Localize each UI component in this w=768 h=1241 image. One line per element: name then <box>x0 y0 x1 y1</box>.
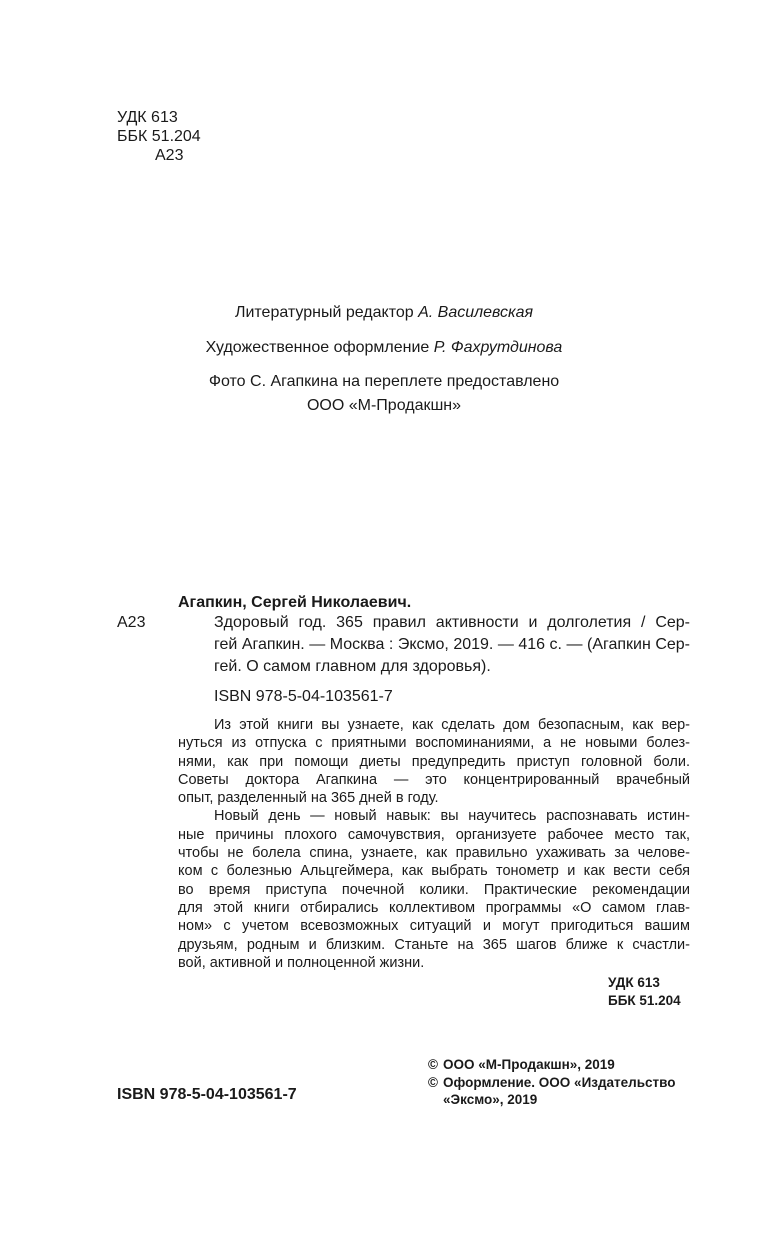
annotation-line: Из этой книги вы узнаете, как сделать дом безопасным, как вер- <box>214 717 690 733</box>
description-line: Здоровый год. 365 правил активности и долголетия / Сер- <box>214 614 690 631</box>
description-line: гей Агапкин. — Москва : Эксмо, 2019. — 416 с. — (Агапкин Сер- <box>214 636 690 653</box>
editor-role: Литературный редактор <box>234 304 414 321</box>
annotation-line: чтобы не болела спина, узнаете, как правильно ухаживать за челове- <box>178 845 690 862</box>
annotation-line: друзьям, родным и близким. Станьте на 365 шагов ближе к счастли- <box>178 936 690 953</box>
copyright-line-1: ООО «М-Продакшн», 2019 <box>443 1057 615 1072</box>
index-code: А23 <box>117 614 146 631</box>
annotation-line: Новый день — новый навык: вы научитесь распознавать истин- <box>214 808 690 825</box>
annotation-line: нуться из отпуска с приятными воспоминаниями, а не новыми болез- <box>178 735 690 752</box>
classification-block <box>117 108 201 165</box>
annotation-line: Советы доктора Агапкина — это концентрированный врачебный <box>178 771 690 788</box>
isbn-bottom: ISBN 978-5-04-103561-7 <box>117 1086 297 1103</box>
bbk-code: ББК 51.204 <box>117 128 201 145</box>
udk-code: УДК 613 <box>117 109 178 126</box>
author-heading: Агапкин, Сергей Николаевич. <box>178 594 412 611</box>
design-credit <box>0 339 768 357</box>
annotation-line: ные причины плохого самочувствия, организуете рабочее место так, <box>178 826 690 843</box>
annotation-line: для этой книги отбирались коллективом программы «О самом глав- <box>178 899 690 916</box>
copyright-line-3: «Эксмо», 2019 <box>443 1092 538 1107</box>
isbn: ISBN 978-5-04-103561-7 <box>214 688 393 705</box>
copyright-icon: © <box>428 1057 438 1072</box>
editor-name: А. Василевская <box>418 304 534 321</box>
copyright-line-2: Оформление. ООО «Издательство <box>443 1074 676 1090</box>
description-line: гей. О самом главном для здоровья). <box>214 658 491 675</box>
bibliographic-description <box>214 612 690 678</box>
copyright-icon: © <box>428 1074 438 1090</box>
copyright-block <box>428 1056 676 1109</box>
annotation-line: ком с болезнью Альцгеймера, как выбрать тонометр и как вести себя <box>178 863 690 880</box>
editor-credit <box>0 304 768 322</box>
annotation-line: вой, активной и полноценной жизни. <box>178 954 425 971</box>
design-name: Р. Фахрутдинова <box>433 339 563 356</box>
photo-credit-line-1: Фото С. Агапкина на переплете предоставлено <box>208 373 560 390</box>
udk-code-bottom: УДК 613 <box>608 975 660 990</box>
bbk-code-bottom: ББК 51.204 <box>608 993 681 1008</box>
annotation-line: нями, как при помощи диеты предупредить приступ головной боли. <box>178 753 690 770</box>
design-role: Художественное оформление <box>205 339 430 356</box>
annotation-line: ном» с учетом всевозможных ситуаций и могут пригодиться вашим <box>178 918 690 935</box>
annotation-line: опыт, разделенный на 365 дней в году. <box>178 790 439 807</box>
author-sign: А23 <box>155 147 184 164</box>
classification-bottom <box>608 974 681 1010</box>
photo-credit-line-2: ООО «М-Продакшн» <box>306 397 462 414</box>
annotation-line: во время приступа почечной колики. Практические рекомендации <box>178 881 690 898</box>
annotation <box>178 716 690 972</box>
